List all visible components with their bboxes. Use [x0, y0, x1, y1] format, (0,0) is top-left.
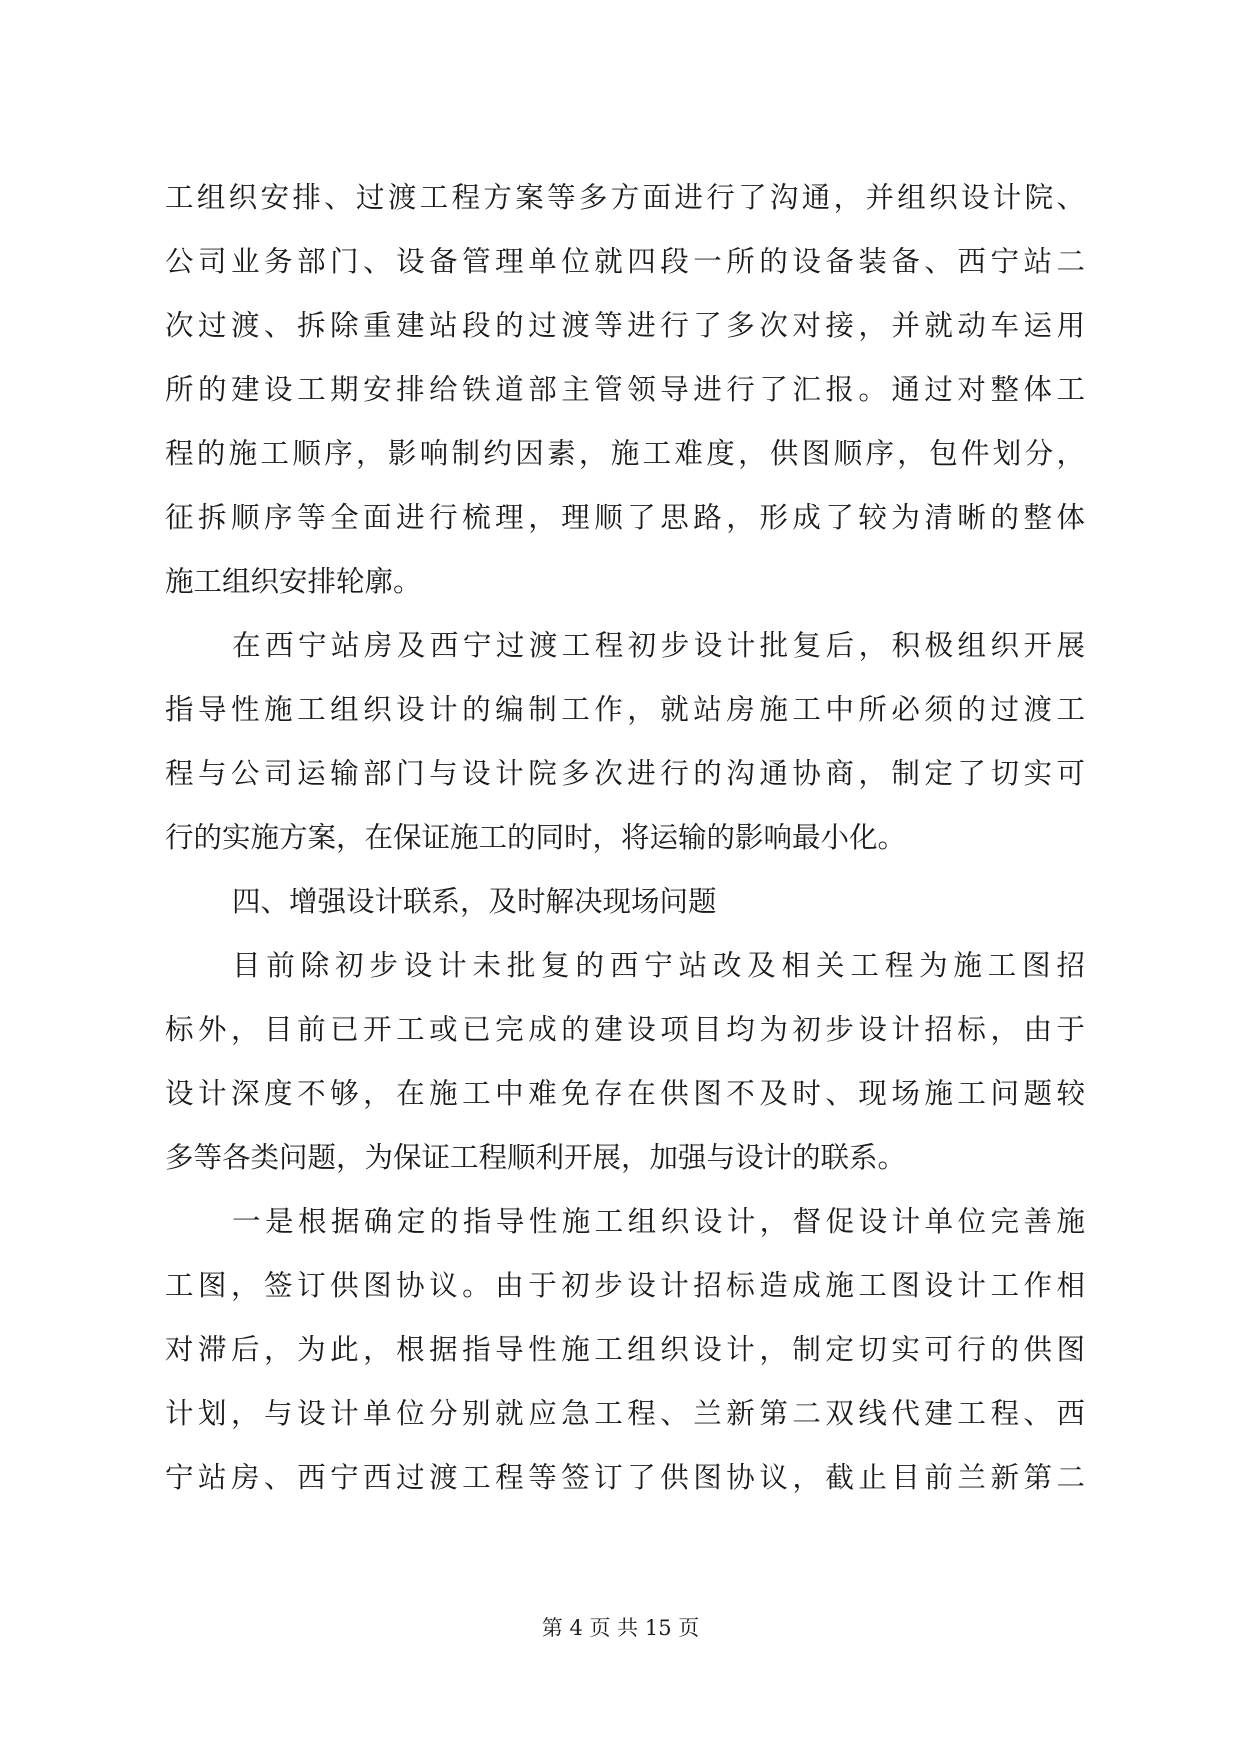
text-line: 多等各类问题，为保证工程顺利开展，加强与设计的联系。 [165, 1141, 907, 1174]
text-line: 所的建设工期安排给铁道部主管领导进行了汇报。通过对整体工 [165, 373, 1085, 406]
paragraph-first-line: 一是根据确定的指导性施工组织设计，督促设计单位完善施 [232, 1205, 1085, 1238]
page-number-footer: 第 4 页 共 15 页 [541, 1616, 700, 1640]
text-line: 设计深度不够，在施工中难免存在供图不及时、现场施工问题较 [165, 1077, 1085, 1110]
text-line: 次过渡、拆除重建站段的过渡等进行了多次对接，并就动车运用 [165, 309, 1085, 342]
paragraph-first-line: 在西宁站房及西宁过渡工程初步设计批复后，积极组织开展 [232, 629, 1085, 662]
text-line: 标外，目前已开工或已完成的建设项目均为初步设计招标，由于 [165, 1013, 1085, 1046]
text-line: 工组织安排、过渡工程方案等多方面进行了沟通，并组织设计院、 [165, 181, 1085, 214]
text-line: 程的施工顺序，影响制约因素，施工难度，供图顺序，包件划分， [165, 437, 1085, 470]
text-line: 施工组织安排轮廓。 [165, 565, 422, 598]
text-line: 工图，签订供图协议。由于初步设计招标造成施工图设计工作相 [165, 1269, 1085, 1302]
text-line: 公司业务部门、设备管理单位就四段一所的设备装备、西宁站二 [165, 245, 1085, 278]
paragraph-first-line: 目前除初步设计未批复的西宁站改及相关工程为施工图招 [232, 949, 1085, 982]
text-line: 计划，与设计单位分别就应急工程、兰新第二双线代建工程、西 [165, 1397, 1085, 1430]
text-line: 行的实施方案，在保证施工的同时，将运输的影响最小化。 [165, 821, 907, 854]
section-heading: 四、增强设计联系，及时解决现场问题 [232, 885, 717, 918]
text-line: 征拆顺序等全面进行梳理，理顺了思路，形成了较为清晰的整体 [165, 501, 1085, 534]
body-text [165, 166, 1085, 1510]
text-line: 指导性施工组织设计的编制工作，就站房施工中所必须的过渡工 [165, 693, 1085, 726]
text-line: 宁站房、西宁西过渡工程等签订了供图协议，截止目前兰新第二 [165, 1461, 1085, 1494]
text-line: 程与公司运输部门与设计院多次进行的沟通协商，制定了切实可 [165, 757, 1085, 790]
text-line: 对滞后，为此，根据指导性施工组织设计，制定切实可行的供图 [165, 1333, 1085, 1366]
